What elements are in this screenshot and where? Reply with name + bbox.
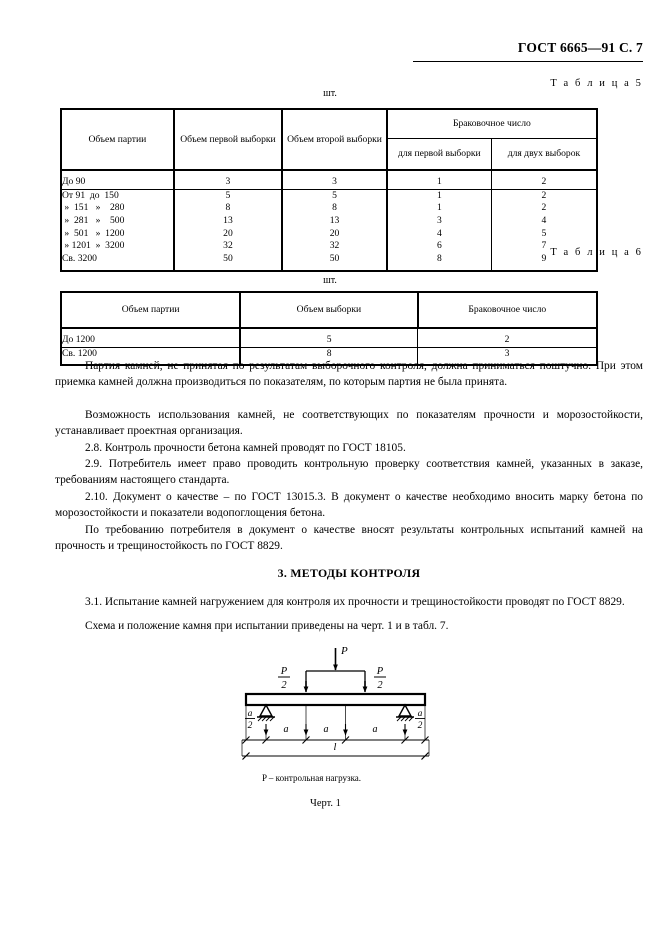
table5-th-lot: Объем партии xyxy=(61,109,174,170)
svg-text:P: P xyxy=(376,666,384,677)
table6-th-lot: Объем партии xyxy=(61,292,240,328)
label-a-3: a xyxy=(372,724,378,735)
table5-th-sample2: Объем второй выборки xyxy=(282,109,387,170)
svg-text:2: 2 xyxy=(281,680,287,691)
label-half-a-right xyxy=(415,709,425,731)
table5-cell-lot: » 151 » 280 xyxy=(61,202,174,215)
table5-cell-sample2: 5 xyxy=(282,189,387,202)
table-row xyxy=(61,189,597,202)
table6-caption: Т а б л и ц а 6 xyxy=(550,247,643,258)
table5-cell-reject1: 1 xyxy=(387,189,492,202)
table6-th-reject: Браковочное число xyxy=(418,292,597,328)
table5-cell-sample2: 13 xyxy=(282,215,387,228)
label-half-a-left xyxy=(245,709,255,731)
label-half-load-left xyxy=(278,666,290,691)
clause-2-10: 2.10. Документ о качестве – по ГОСТ 13015.3. В документ о качестве необходимо вносить марку бетона по морозостойкости и показатели водопоглощения бетона. xyxy=(55,491,643,520)
table5-cell-lot: Св. 3200 xyxy=(61,253,174,271)
page-header: ГОСТ 6665—91 С. 7 xyxy=(517,40,643,55)
table6-unit-label: шт. xyxy=(323,275,337,286)
table6-cell-sample: 8 xyxy=(240,347,417,365)
table5-cell-sample2: 3 xyxy=(282,170,387,189)
table5-cell-lot: До 90 xyxy=(61,170,174,189)
table-row xyxy=(61,328,597,347)
header-rule xyxy=(413,61,643,62)
label-total-length: l xyxy=(333,742,337,753)
table5-cell-sample1: 20 xyxy=(174,228,283,241)
svg-text:a: a xyxy=(247,709,253,719)
clause-3-1: 3.1. Испытание камней нагружением для контроля их прочности и трещиностойкости проводят по ГОСТ 8829. xyxy=(85,596,625,608)
table5-cell-reject1: 4 xyxy=(387,228,492,241)
table5-cell-sample1: 5 xyxy=(174,189,283,202)
table5-cell-reject1: 1 xyxy=(387,170,492,189)
table5-cell-reject2: 9 xyxy=(491,253,597,271)
table5-cell-sample1: 32 xyxy=(174,240,283,253)
label-a-2: a xyxy=(323,724,329,735)
paragraph-usage-possibility: Возможность использования камней, не соответствующих по показателям прочности и морозостойкости, устанавливает проектная организация. xyxy=(55,409,643,438)
table5-cell-reject2: 2 xyxy=(491,170,597,189)
table5-cell-sample1: 8 xyxy=(174,202,283,215)
label-p: P xyxy=(341,645,348,657)
table5-unit-label: шт. xyxy=(323,88,337,99)
table5-cell-lot: » 1201 » 3200 xyxy=(61,240,174,253)
clause-2-9: 2.9. Потребитель имеет право проводить контрольную проверку соответствия камней, указанных в заказе, требованиям настоящего стандарта. xyxy=(55,458,643,487)
table5-cell-reject2: 2 xyxy=(491,202,597,215)
table6-cell-reject: 3 xyxy=(418,347,597,365)
table-row xyxy=(61,215,597,228)
spreader-bar xyxy=(306,671,365,687)
table5-cell-reject2: 7 xyxy=(491,240,597,253)
beam-specimen xyxy=(246,694,425,705)
table6-cell-reject: 2 xyxy=(418,328,597,347)
table5-caption: Т а б л и ц а 5 xyxy=(550,78,643,89)
table6-th-sample: Объем выборки xyxy=(240,292,417,328)
beam-diagram-svg xyxy=(228,640,443,762)
table5-cell-sample1: 13 xyxy=(174,215,283,228)
table5-cell-lot: » 281 » 500 xyxy=(61,215,174,228)
table5-th-reject-group: Браковочное число xyxy=(387,109,597,139)
table5-cell-reject1: 8 xyxy=(387,253,492,271)
table-row xyxy=(61,202,597,215)
svg-text:2: 2 xyxy=(377,680,383,691)
table5-cell-reject1: 6 xyxy=(387,240,492,253)
figure-caption: P – контрольная нагрузка. xyxy=(262,773,362,783)
paragraph-consumer-request: По требованию потребителя в документ о качестве вносят результаты контрольных испытаний камней на прочность и трещиностойкость по ГОСТ 8829. xyxy=(55,524,643,553)
table5-th-reject-both: для двух выборок xyxy=(491,139,597,171)
beam-test-diagram xyxy=(228,640,443,762)
paragraph-lot-rejected: Партия камней, не принятая по результатам выборочного контроля, должна приниматься поштучно. При этом приемка камней должна производиться по показателям, по которым партия не была принята. xyxy=(55,360,643,389)
svg-text:P: P xyxy=(280,666,288,677)
table6-cell-lot: Св. 1200 xyxy=(61,347,240,365)
svg-text:2: 2 xyxy=(417,721,423,731)
table5-cell-reject2: 4 xyxy=(491,215,597,228)
table6-cell-sample: 5 xyxy=(240,328,417,347)
support-right xyxy=(396,705,414,721)
table5-header-row-1 xyxy=(61,109,597,139)
section-heading-methods: 3. МЕТОДЫ КОНТРОЛЯ xyxy=(277,566,421,580)
figure-number: Черт. 1 xyxy=(310,798,341,809)
table5-cell-sample1: 50 xyxy=(174,253,283,271)
clause-2-8: 2.8. Контроль прочности бетона камней проводят по ГОСТ 18105. xyxy=(85,442,406,454)
paragraph-scheme-reference: Схема и положение камня при испытании приведены на черт. 1 и в табл. 7. xyxy=(85,620,449,632)
label-half-load-right xyxy=(374,666,386,691)
table-6 xyxy=(60,291,598,366)
table5-cell-reject1: 3 xyxy=(387,215,492,228)
table5-cell-lot: От 91 до 150 xyxy=(61,189,174,202)
table5-cell-sample2: 50 xyxy=(282,253,387,271)
half-load-arrows xyxy=(306,681,365,692)
table5-cell-reject2: 5 xyxy=(491,228,597,241)
table-row xyxy=(61,228,597,241)
label-a-1: a xyxy=(283,724,289,735)
table5-th-reject-first: для первой выборки xyxy=(387,139,492,171)
table6-cell-lot: До 1200 xyxy=(61,328,240,347)
table5-cell-sample2: 20 xyxy=(282,228,387,241)
table6-header-row xyxy=(61,292,597,328)
table5-th-sample1: Объем первой выборки xyxy=(174,109,283,170)
table5-cell-reject2: 2 xyxy=(491,189,597,202)
svg-text:a: a xyxy=(417,709,423,719)
table5-cell-lot: » 501 » 1200 xyxy=(61,228,174,241)
table5-cell-reject1: 1 xyxy=(387,202,492,215)
table5-cell-sample1: 3 xyxy=(174,170,283,189)
svg-text:2: 2 xyxy=(247,721,253,731)
dimension-extension-lines xyxy=(246,705,425,740)
table5-cell-sample2: 32 xyxy=(282,240,387,253)
support-left xyxy=(257,705,275,721)
table5-cell-sample2: 8 xyxy=(282,202,387,215)
table-row xyxy=(61,170,597,189)
